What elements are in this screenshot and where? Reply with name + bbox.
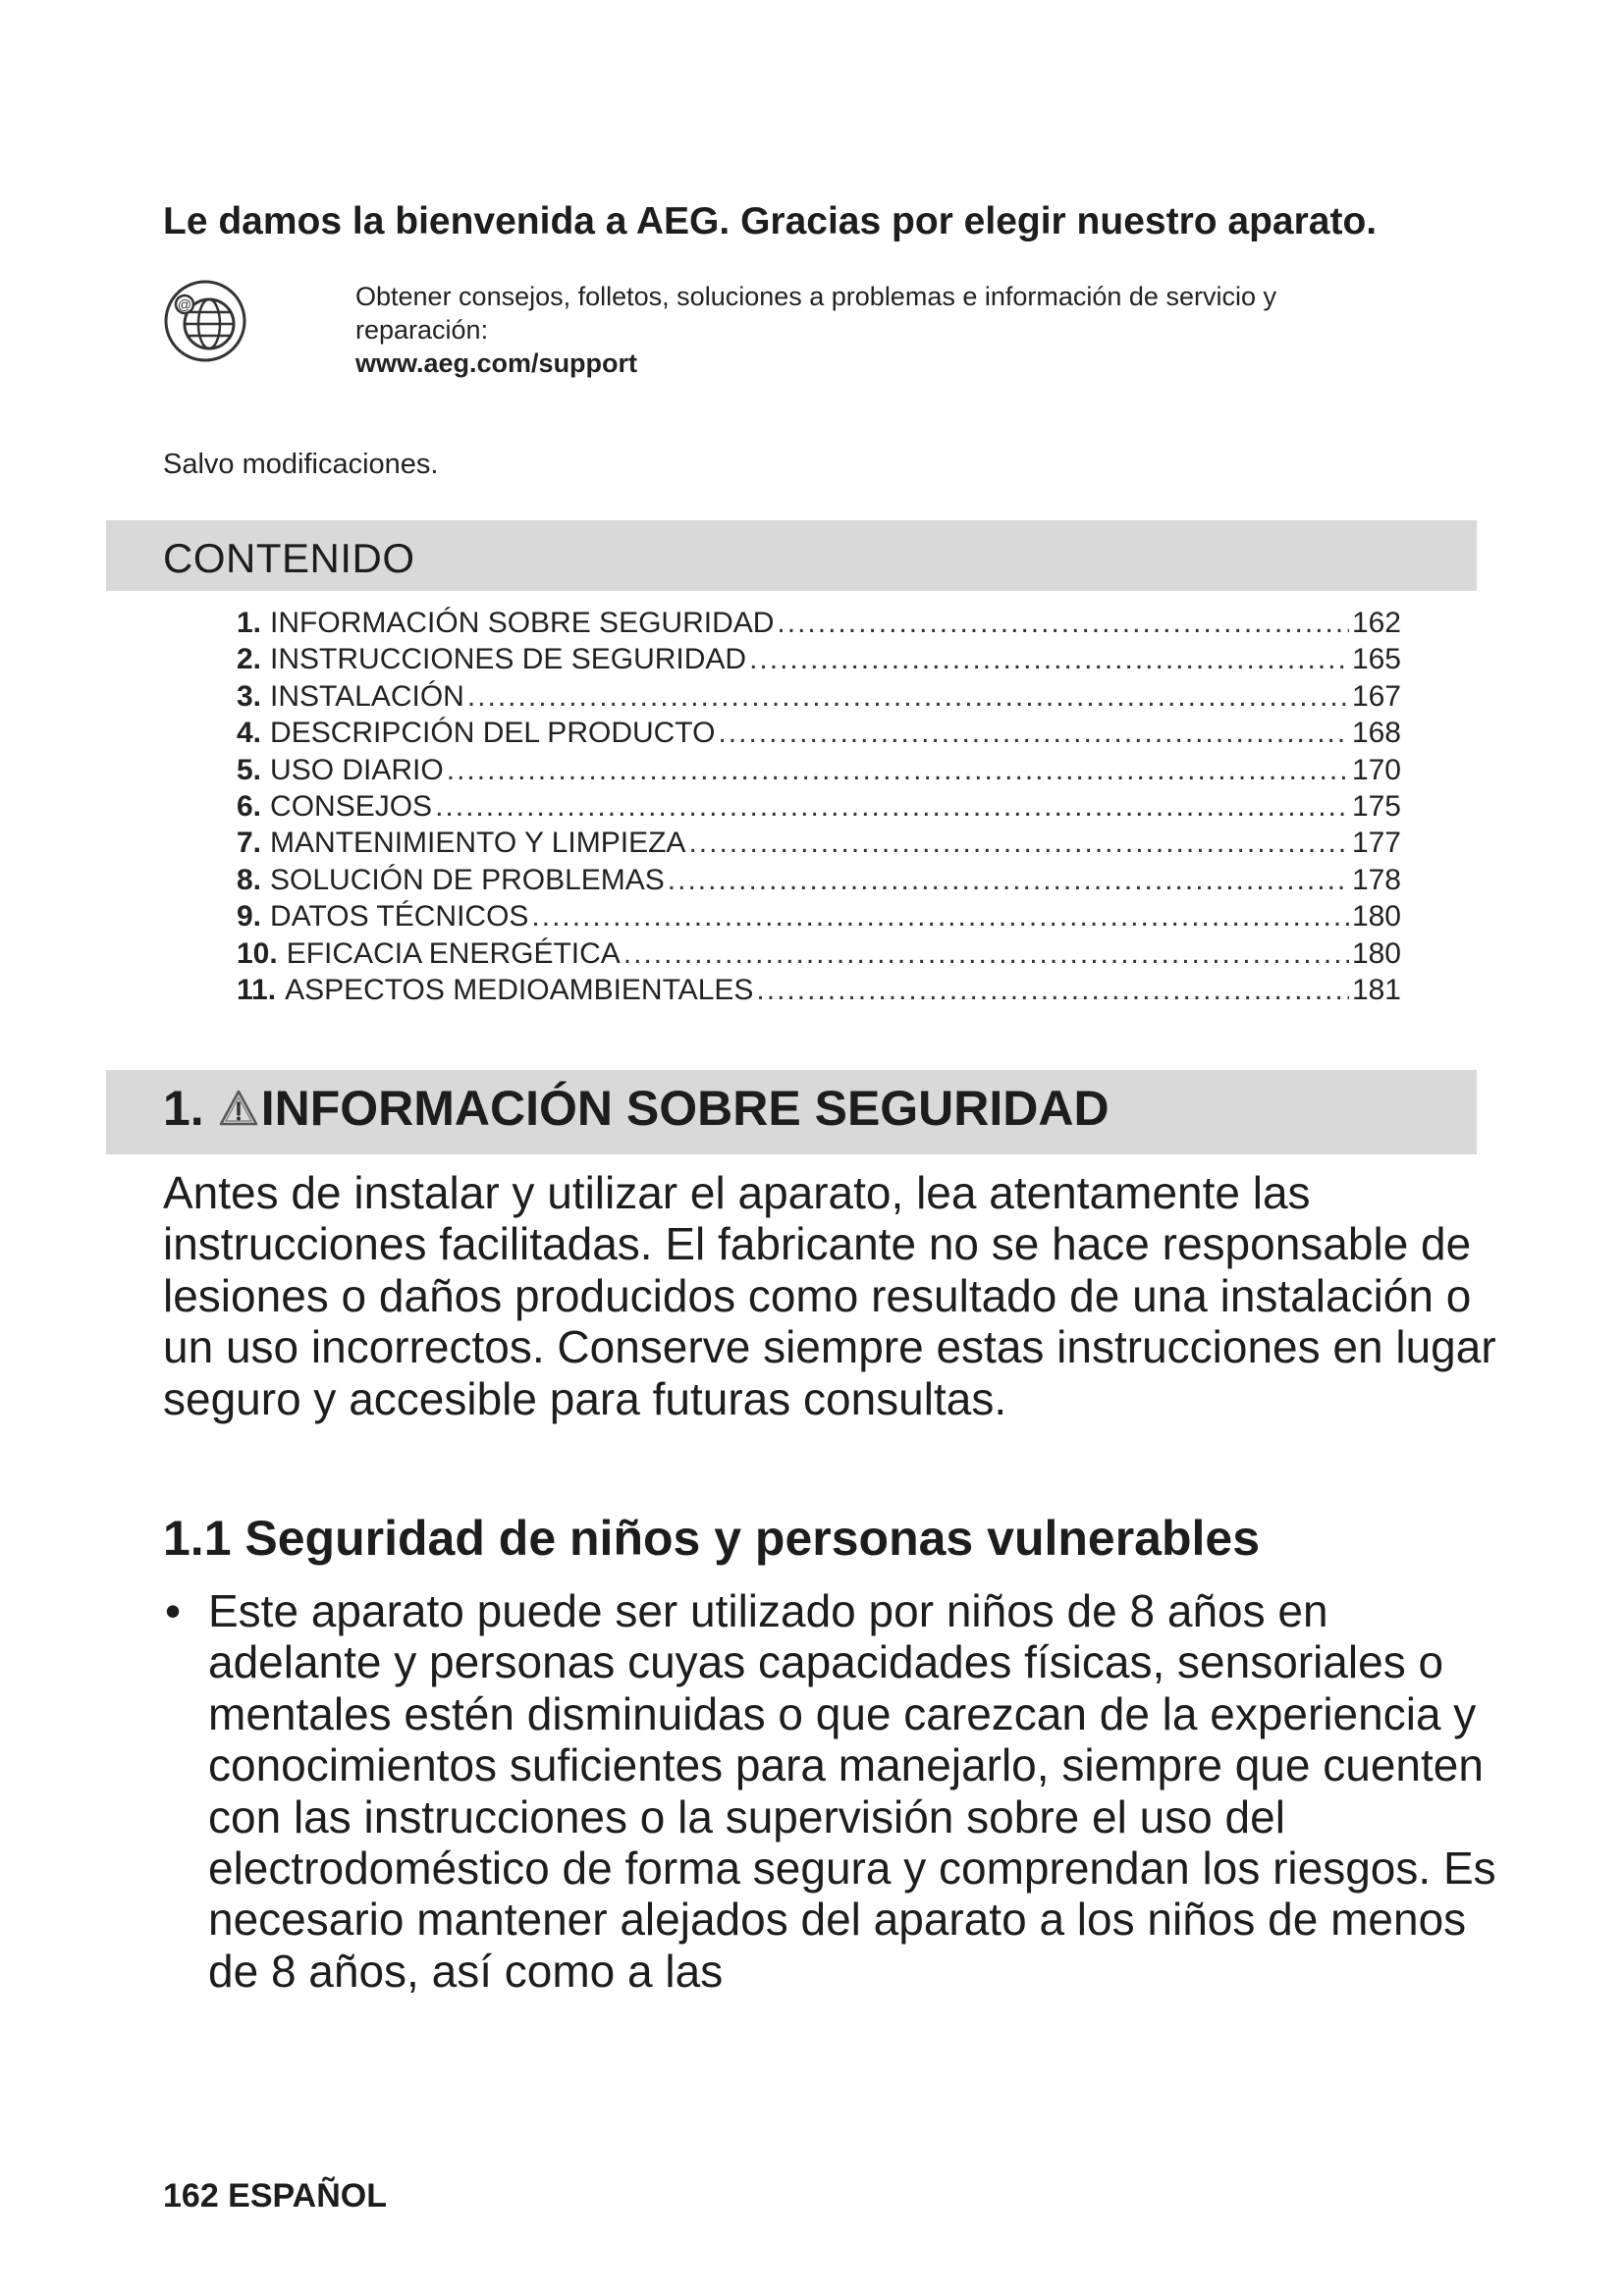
toc-item-number: 8. <box>237 863 262 896</box>
section-number: 1. <box>163 1081 204 1136</box>
toc-item-number: 2. <box>237 643 262 676</box>
support-url-link[interactable]: www.aeg.com/support <box>355 348 638 378</box>
toc-item-page: 180 <box>1351 900 1401 934</box>
toc-item-number: 10. <box>237 936 278 970</box>
toc-item-title: ASPECTOS MEDIOAMBIENTALES <box>285 973 754 1006</box>
toc-item-title: USO DIARIO <box>270 753 444 786</box>
toc-item[interactable] <box>237 754 1401 790</box>
table-of-contents <box>237 607 1401 1010</box>
toc-item[interactable] <box>237 827 1401 863</box>
toc-item-number: 4. <box>237 717 262 750</box>
safety-intro-paragraph: Antes de instalar y utilizar el aparato, lea atentamente las instrucciones facilitadas. El fabricante no se hace responsable de lesiones o daños producidos como resultado de una instalación o un uso incorrectos. Conserve siempre estas instrucciones en lugar seguro y accesible para futuras consultas. <box>163 1167 1496 1424</box>
toc-item-number: 6. <box>237 789 262 823</box>
subsection-title: 1.1 Seguridad de niños y personas vulnerables <box>163 1511 1261 1566</box>
toc-dot-leader <box>756 974 1349 1007</box>
toc-item[interactable] <box>237 717 1401 753</box>
toc-item[interactable] <box>237 974 1401 1010</box>
svg-text:@: @ <box>177 296 192 312</box>
toc-item-title: INSTALACIÓN <box>270 679 464 713</box>
toc-item-page: 167 <box>1351 679 1401 713</box>
toc-item-page: 181 <box>1351 973 1401 1006</box>
toc-item-page: 177 <box>1351 827 1401 860</box>
welcome-heading: Le damos la bienvenida a AEG. Gracias por elegir nuestro aparato. <box>163 200 1378 242</box>
toc-item-page: 175 <box>1351 789 1401 823</box>
toc-item-title: MANTENIMIENTO Y LIMPIEZA <box>270 827 686 860</box>
toc-item-page: 162 <box>1351 607 1401 639</box>
toc-item-page: 165 <box>1351 643 1401 676</box>
modifications-note: Salvo modificaciones. <box>163 449 439 480</box>
toc-dot-leader <box>688 827 1348 860</box>
toc-item-number: 7. <box>237 827 262 860</box>
toc-dot-leader <box>668 864 1349 897</box>
page-footer: 162 ESPAÑOL <box>163 2177 388 2215</box>
toc-item-title: DESCRIPCIÓN DEL PRODUCTO <box>270 717 716 750</box>
bullet-paragraph: Este aparato puede ser utilizado por niños de 8 años en adelante y personas cuyas capacidades físicas, sensoriales o mentales estén disminuidas o que carezcan de la experiencia y conocimientos suficientes para manejarlo, siempre que cuenten con las instrucciones o la supervisión sobre el uso del electrodoméstico de forma segura y comprendan los riesgos. Es necesario mantener alejados del aparato a los niños de menos de 8 años, así como a las <box>208 1585 1496 1997</box>
toc-dot-leader <box>718 717 1349 750</box>
globe-at-icon <box>163 279 247 363</box>
toc-dot-leader <box>531 900 1349 934</box>
toc-item-number: 3. <box>237 679 262 713</box>
toc-item-page: 170 <box>1351 753 1401 786</box>
toc-item-title: CONSEJOS <box>270 789 433 823</box>
toc-item-number: 11. <box>237 973 277 1006</box>
support-info <box>355 280 1416 380</box>
toc-item[interactable] <box>237 937 1401 974</box>
toc-dot-leader <box>467 680 1349 714</box>
toc-item-number: 5. <box>237 753 262 786</box>
toc-item-title: DATOS TÉCNICOS <box>270 900 529 934</box>
support-description: Obtener consejos, folletos, soluciones a problemas e información de servicio y reparación: <box>355 282 1276 345</box>
toc-item-page: 178 <box>1351 863 1401 896</box>
toc-item-title: INFORMACIÓN SOBRE SEGURIDAD <box>270 607 775 639</box>
toc-item-page: 168 <box>1351 717 1401 750</box>
toc-item[interactable] <box>237 643 1401 679</box>
toc-dot-leader <box>777 607 1349 640</box>
toc-item-title: INSTRUCCIONES DE SEGURIDAD <box>270 643 747 676</box>
toc-dot-leader <box>623 937 1349 971</box>
toc-item-number: 1. <box>237 607 262 639</box>
toc-title: CONTENIDO <box>163 535 415 581</box>
toc-item-title: SOLUCIÓN DE PROBLEMAS <box>270 863 665 896</box>
toc-dot-leader <box>749 643 1349 676</box>
toc-item[interactable] <box>237 864 1401 900</box>
section-title <box>163 1080 1110 1137</box>
warning-triangle-icon <box>218 1088 259 1129</box>
toc-item[interactable] <box>237 607 1401 643</box>
toc-dot-leader <box>447 754 1349 787</box>
toc-item[interactable] <box>237 900 1401 936</box>
toc-item-title: EFICACIA ENERGÉTICA <box>286 936 621 970</box>
bullet-point: • <box>165 1585 182 1636</box>
toc-item[interactable] <box>237 680 1401 717</box>
toc-dot-leader <box>435 790 1349 824</box>
toc-item-number: 9. <box>237 900 262 934</box>
toc-item[interactable] <box>237 790 1401 827</box>
toc-item-page: 180 <box>1351 936 1401 970</box>
section-title-text: INFORMACIÓN SOBRE SEGURIDAD <box>260 1081 1110 1136</box>
